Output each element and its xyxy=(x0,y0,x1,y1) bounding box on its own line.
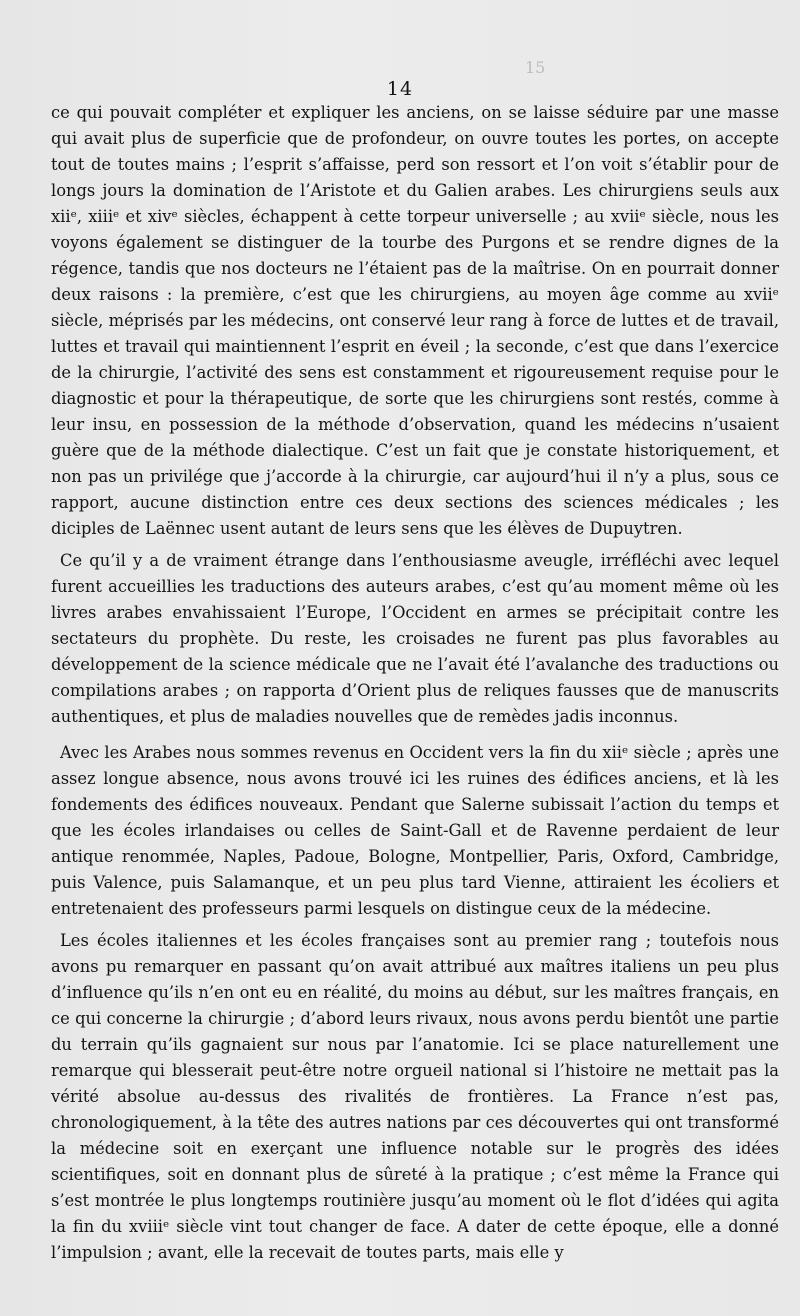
paragraph-3: Avec les Arabes nous sommes revenus en Occident vers la fin du xiiᵉ siècle ; après une assez longue absence, nous avons trouvé ici les ruines des édifices anciens, et là les fondements des édifices nouveaux. Pendant que Salerne subissait l’action du temps et que les écoles irlandaises ou celles de Saint-Gall et de Ravenne perdaient de leur antique renommée, Naples, Padoue, Bologne, Montpellier, Paris, Oxford, Cambridge, puis Valence, puis Salamanque, et un peu plus tard Vienne, attiraient les écoliers et entretenaient des professeurs parmi lesquels on distingue ceux de la médecine. xyxy=(51,743,779,918)
paragraph-1: ce qui pouvait compléter et expliquer les anciens, on se laisse séduire par une masse qui avait plus de superficie que de profondeur, on ouvre toutes les portes, on accepte tout de toutes mains ; l’esprit s’affaisse, perd son ressort et l’on voit s’établir pour de longs jours la domination de l’Aristote et du Galien arabes. Les chirurgiens seuls aux xiiᵉ, xiiiᵉ et xivᵉ siècles, échappent à cette torpeur universelle ; au xviiᵉ siècle, nous les voyons également se distinguer de la tourbe des Purgons et se rendre dignes de la régence, tandis que nos docteurs ne l’étaient pas de la maîtrise. On en pourrait donner deux raisons : la première, c’est que les chirurgiens, au moyen âge comme au xviiᵉ siècle, méprisés par les médecins, ont conservé leur rang à force de luttes et de travail, luttes et travail qui maintiennent l’esprit en éveil ; la seconde, c’est que dans l’exercice de la chirurgie, l’activité des sens est constamment et rigoureusement requise pour le diagnostic et pour la thérapeutique, de sorte que les chirurgiens sont restés, comme à leur insu, en possession de la méthode d’observation, quand les médecins n’usaient guère que de la méthode dialectique. C’est un fait que je constate historiquement, et non pas un privilége que j’accorde à la chirurgie, car aujourd’hui il n’y a plus, sous ce rapport, aucune distinction entre ces deux sections des sciences médicales ; les diciples de Laënnec usent autant de leurs sens que les élèves de Dupuytren. xyxy=(51,103,779,538)
page-number: 14 xyxy=(386,78,414,100)
body-text xyxy=(51,100,779,1266)
paragraph-2: Ce qu’il y a de vraiment étrange dans l’enthousiasme aveugle, irréfléchi avec lequel furent accueillies les traductions des auteurs arabes, c’est qu’au moment même où les livres arabes envahissaient l’Europe, l’Occident en armes se précipitait contre les sectateurs du prophète. Du reste, les croisades ne furent pas plus favorables au développement de la science médicale que ne l’avait été l’avalanche des traductions ou compilations arabes ; on rapporta d’Orient plus de reliques fausses que de manuscrits authentiques, et plus de maladies nouvelles que de remèdes jadis inconnus. xyxy=(51,551,779,726)
bleed-through-page-number: 15 xyxy=(525,58,546,77)
paragraph-4: Les écoles italiennes et les écoles françaises sont au premier rang ; toutefois nous avons pu remarquer en passant qu’on avait attribué aux maîtres italiens un peu plus d’influence qu’ils n’en ont eu en réalité, du moins au début, sur les maîtres français, en ce qui concerne la chirurgie ; d’abord leurs rivaux, nous avons perdu bientôt une partie du terrain qu’ils gagnaient sur nous par l’anatomie. Ici se place naturellement une remarque qui blesserait peut-être notre orgueil national si l’histoire ne mettait pas la vérité absolue au-dessus des rivalités de frontières. La France n’est pas, chronologiquement, à la tête des autres nations par ces découvertes qui ont transformé la médecine soit en exerçant une influence notable sur le progrès des idées scientifiques, soit en donnant plus de sûreté à la pratique ; c’est même la France qui s’est montrée le plus longtemps routinière jusqu’au moment où le flot d’idées qui agita la fin du xviiiᵉ siècle vint tout changer de face. A dater de cette époque, elle a donné l’impulsion ; avant, elle la recevait de toutes parts, mais elle y xyxy=(51,931,779,1262)
